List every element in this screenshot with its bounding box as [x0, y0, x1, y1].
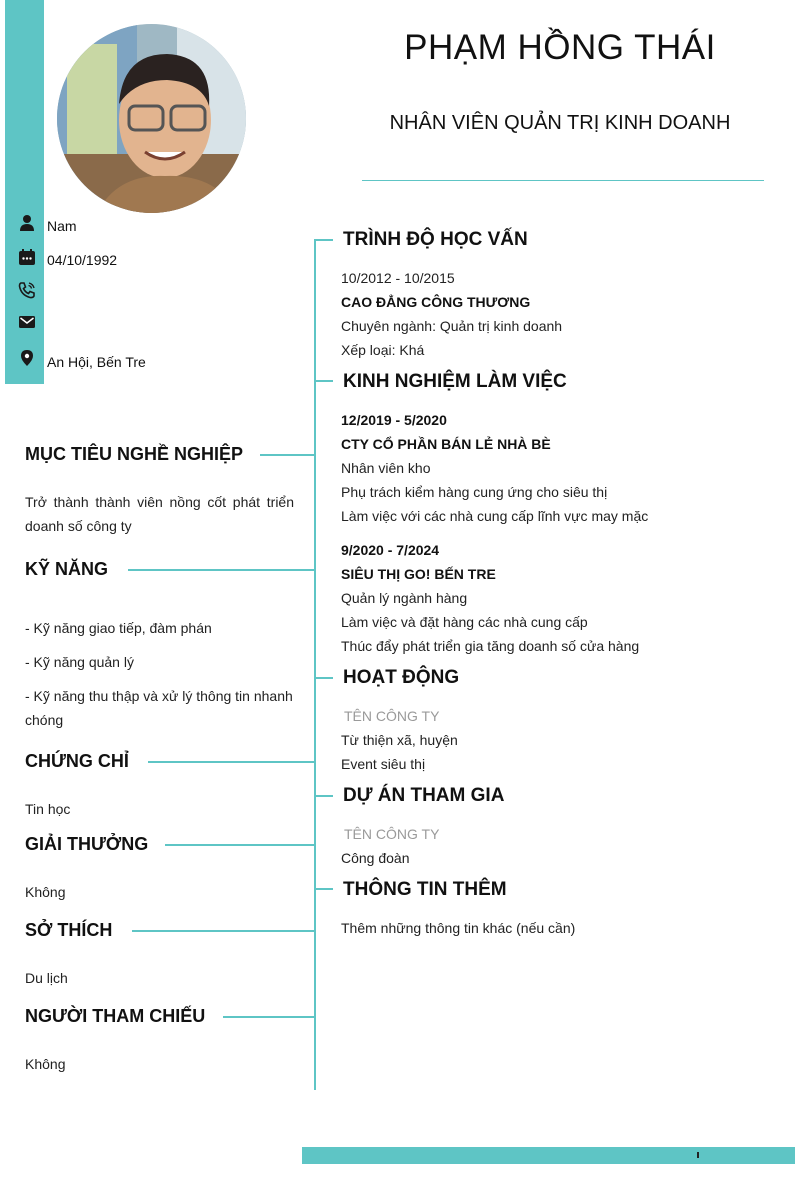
- job-company: CTY CỔ PHẦN BÁN LẺ NHÀ BÈ: [341, 436, 551, 452]
- job-title: NHÂN VIÊN QUẢN TRỊ KINH DOANH: [389, 112, 731, 134]
- activity-line: Event siêu thị: [341, 756, 426, 772]
- job-line: Làm việc và đặt hàng các nhà cung cấp: [341, 614, 588, 630]
- person-icon: [18, 214, 36, 232]
- objective-heading: MỤC TIÊU NGHỀ NGHIỆP: [25, 444, 244, 464]
- hobbies-text: Du lịch: [25, 970, 68, 986]
- awards-text: Không: [25, 884, 66, 900]
- experience-connector: [316, 380, 333, 382]
- skills-heading: KỸ NĂNG: [25, 559, 109, 579]
- header-divider: [362, 180, 764, 181]
- birthday-value: 04/10/1992: [47, 252, 118, 268]
- job-line: Làm việc với các nhà cung cấp lĩnh vực may mặc: [341, 508, 649, 524]
- education-school: CAO ĐẲNG CÔNG THƯƠNG: [341, 294, 531, 310]
- skill-item: - Kỹ năng thu thập và xử lý thông tin nhanh chóng: [25, 688, 293, 728]
- certificates-heading: CHỨNG CHỈ: [25, 751, 129, 771]
- job-period: 9/2020 - 7/2024: [341, 542, 440, 558]
- gender-value: Nam: [47, 218, 77, 234]
- location-pin-icon: [18, 349, 36, 367]
- avatar: [57, 24, 246, 213]
- skill-item: - Kỹ năng quản lý: [25, 654, 134, 670]
- projects-heading: DỰ ÁN THAM GIA: [343, 785, 505, 806]
- extra-text: Thêm những thông tin khác (nếu cần): [341, 920, 576, 936]
- projects-connector: [316, 795, 333, 797]
- projects-company-placeholder: TÊN CÔNG TY: [344, 826, 440, 842]
- education-grade: Xếp loại: Khá: [341, 342, 425, 358]
- extra-heading: THÔNG TIN THÊM: [343, 879, 507, 900]
- activities-heading: HOẠT ĐỘNG: [343, 667, 460, 688]
- education-heading: TRÌNH ĐỘ HỌC VẤN: [343, 229, 528, 250]
- skill-item: - Kỹ năng giao tiếp, đàm phán: [25, 620, 212, 636]
- awards-heading: GIẢI THƯỞNG: [25, 834, 149, 854]
- project-line: Công đoàn: [341, 850, 410, 866]
- objective-text: Trở thành thành viên nồng cốt phát triển doanh số công ty: [25, 494, 294, 534]
- footer-accent-bar: [302, 1147, 795, 1164]
- candidate-name: PHẠM HỒNG THÁI: [404, 28, 716, 67]
- education-period: 10/2012 - 10/2015: [341, 270, 455, 286]
- references-text: Không: [25, 1056, 66, 1072]
- timeline-line: [314, 239, 316, 1090]
- address-value: An Hội, Bến Tre: [47, 354, 146, 370]
- activities-company-placeholder: TÊN CÔNG TY: [344, 708, 440, 724]
- awards-connector: [165, 844, 315, 846]
- experience-heading: KINH NGHIỆM LÀM VIỆC: [343, 371, 567, 392]
- references-heading: NGƯỜI THAM CHIẾU: [25, 1006, 206, 1026]
- job-period: 12/2019 - 5/2020: [341, 412, 447, 428]
- activity-line: Từ thiện xã, huyện: [341, 732, 458, 748]
- extra-connector: [316, 888, 333, 890]
- references-connector: [223, 1016, 315, 1018]
- job-line: Phụ trách kiểm hàng cung ứng cho siêu thị: [341, 484, 608, 500]
- avatar-photo-icon: [57, 24, 246, 213]
- job-line: Thúc đẩy phát triển gia tăng doanh số cửa hàng: [341, 638, 640, 654]
- footer-mark: [697, 1152, 699, 1158]
- job-line: Quản lý ngành hàng: [341, 590, 468, 606]
- certificates-connector: [148, 761, 315, 763]
- job-line: Nhân viên kho: [341, 460, 431, 476]
- mail-icon: [18, 313, 36, 331]
- objective-connector: [260, 454, 315, 456]
- certificates-text: Tin học: [25, 801, 71, 817]
- calendar-icon: [18, 248, 36, 266]
- phone-icon: [18, 281, 36, 299]
- education-major: Chuyên ngành: Quản trị kinh doanh: [341, 318, 563, 334]
- hobbies-connector: [132, 930, 315, 932]
- education-connector: [316, 239, 333, 241]
- job-company: SIÊU THỊ GO! BẾN TRE: [341, 566, 496, 582]
- skills-connector: [128, 569, 315, 571]
- hobbies-heading: SỞ THÍCH: [25, 920, 113, 940]
- activities-connector: [316, 677, 333, 679]
